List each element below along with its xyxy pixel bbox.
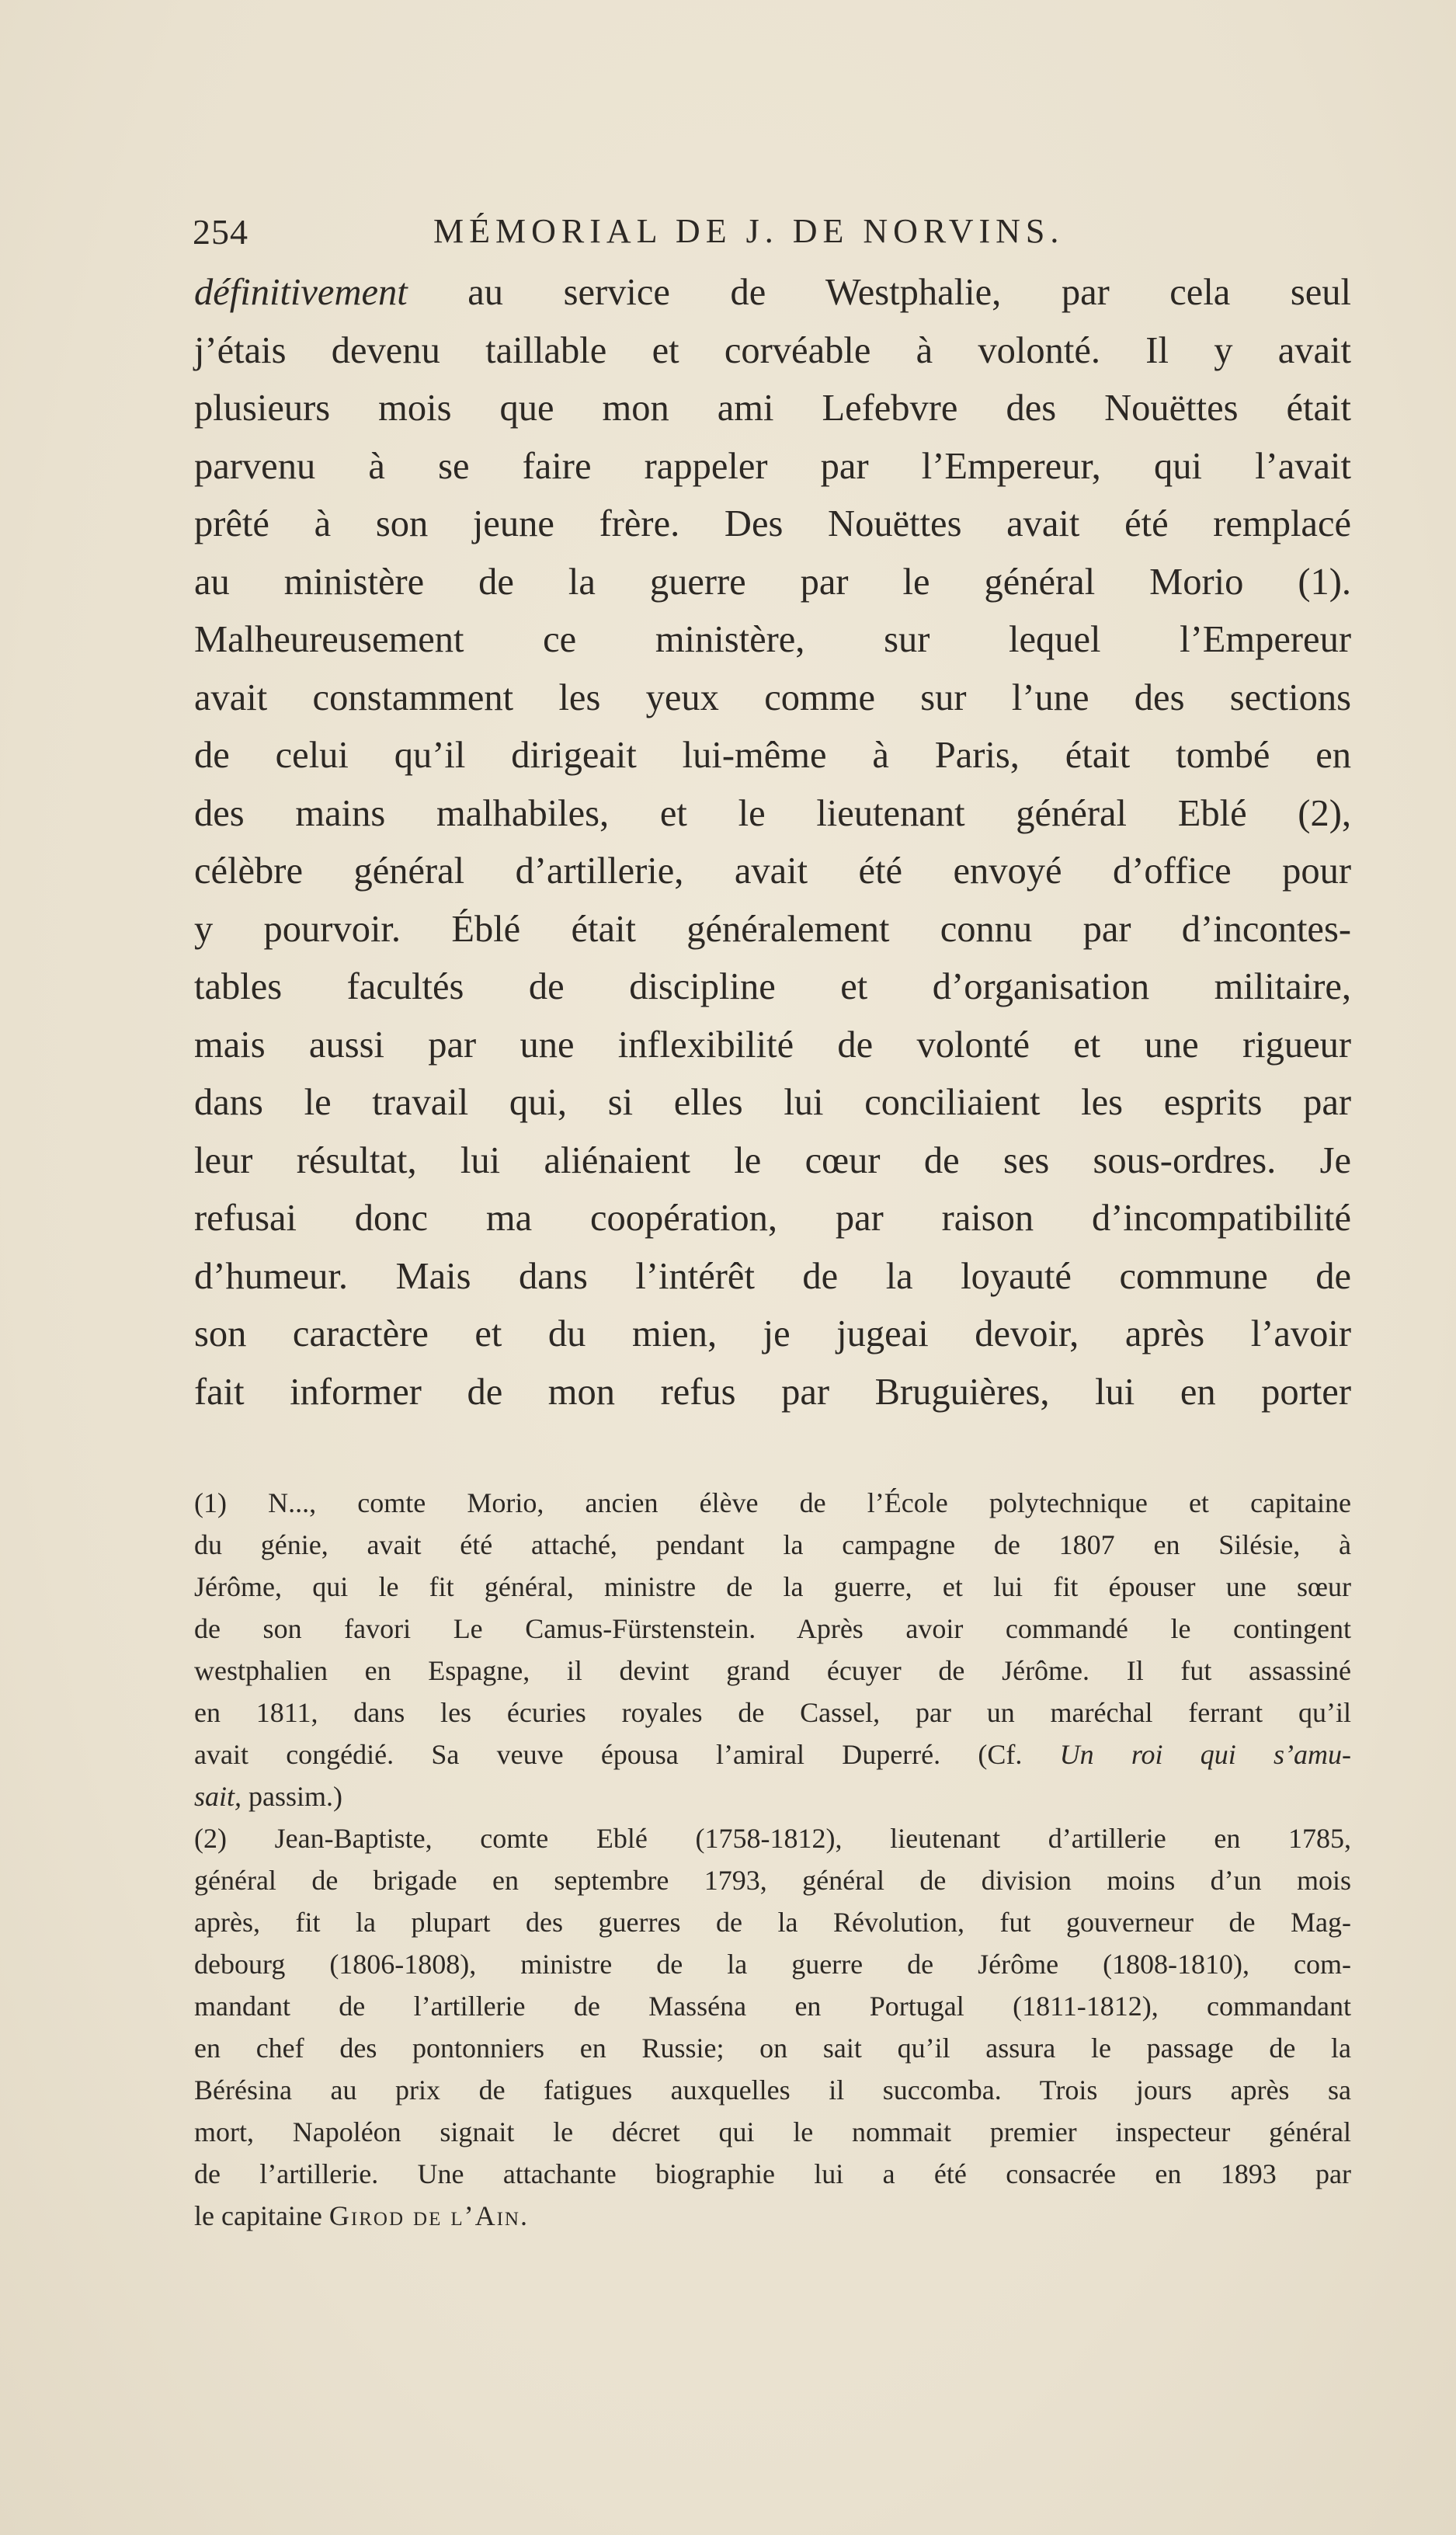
footnote-2 <box>194 1817 1351 2237</box>
footnote-1 <box>194 1482 1351 1817</box>
text-line: y pourvoir. Éblé était généralement connu par d’incontes- <box>194 908 1351 950</box>
text-line: d’humeur. Mais dans l’intérêt de la loyauté commune de <box>194 1255 1351 1297</box>
footnote-line: de son favori Le Camus-Fürstenstein. Après avoir commandé le contingent <box>194 1613 1351 1644</box>
footnote-line <box>194 2195 1351 2237</box>
text-line: des mains malhabiles, et le lieutenant général Eblé (2), <box>194 792 1351 834</box>
text-line: avait constamment les yeux comme sur l’une des sections <box>194 676 1351 718</box>
footnote-line: mort, Napoléon signait le décret qui le nommait premier inspecteur général <box>194 2116 1351 2147</box>
text-line: célèbre général d’artillerie, avait été envoyé d’office pour <box>194 850 1351 892</box>
italic-word: définitivement <box>194 272 408 313</box>
text-line: parvenu à se faire rappeler par l’Empereur, qui l’avait <box>194 445 1351 487</box>
footnote-line <box>194 1775 1351 1817</box>
text-line: refusai donc ma coopération, par raison d’incompatibilité <box>194 1198 1351 1239</box>
footnotes <box>194 1482 1351 2237</box>
footnote-line: (1) N..., comte Morio, ancien élève de l’École polytechnique et capitaine <box>194 1487 1351 1518</box>
footnote-line: après, fit la plupart des guerres de la Révolution, fut gouverneur de Mag- <box>194 1907 1351 1938</box>
text-line: son caractère et du mien, je jugeai devoir, après l’avoir <box>194 1313 1351 1354</box>
text-line: leur résultat, lui aliénaient le cœur de ses sous-ordres. Je <box>194 1139 1351 1181</box>
footnote-line: (2) Jean-Baptiste, comte Eblé (1758-1812), lieutenant d’artillerie en 1785, <box>194 1823 1351 1854</box>
text-line: mais aussi par une inflexibilité de volonté et une rigueur <box>194 1024 1351 1066</box>
text-line: de celui qu’il dirigeait lui-même à Paris, était tombé en <box>194 735 1351 776</box>
footnote-line: général de brigade en septembre 1793, général de division moins d’un mois <box>194 1865 1351 1896</box>
text-line: tables facultés de discipline et d’organisation militaire, <box>194 966 1351 1007</box>
footnote-text: passim.) <box>242 1781 343 1812</box>
footnote-line: debourg (1806-1808), ministre de la guerre de Jérôme (1808-1810), com- <box>194 1949 1351 1980</box>
page-header <box>193 211 1121 258</box>
text-line: prêté à son jeune frère. Des Nouëttes avait été remplacé <box>194 503 1351 544</box>
footnote-italic: sait, <box>194 1781 242 1812</box>
footnote-line <box>194 1733 1351 1775</box>
footnote-line: Bérésina au prix de fatigues auxquelles il succomba. Trois jours après sa <box>194 2074 1351 2106</box>
text-line: plusieurs mois que mon ami Lefebvre des Nouëttes était <box>194 388 1351 429</box>
page-number: 254 <box>193 212 248 252</box>
main-text <box>194 264 1351 1421</box>
text-line: j’étais devenu taillable et corvéable à volonté. Il y avait <box>194 329 1351 371</box>
footnote-text: le capitaine <box>194 2200 329 2231</box>
footnote-line: en chef des pontonniers en Russie; on sait qu’il assura le passage de la <box>194 2033 1351 2064</box>
author-name: Girod de l’Ain. <box>328 2200 529 2231</box>
text-line <box>194 264 1351 322</box>
text-line: fait informer de mon refus par Bruguières, lui en porter <box>194 1371 1351 1413</box>
footnote-text: avait congédié. Sa veuve épousa l’amiral Duperré. (Cf. <box>194 1739 1060 1770</box>
footnote-line: en 1811, dans les écuries royales de Cassel, par un maréchal ferrant qu’il <box>194 1697 1351 1728</box>
text-line: Malheureusement ce ministère, sur lequel l’Empereur <box>194 619 1351 660</box>
footnote-line: Jérôme, qui le fit général, ministre de la guerre, et lui fit épouser une sœur <box>194 1571 1351 1602</box>
text-line: au ministère de la guerre par le général Morio (1). <box>194 561 1351 603</box>
footnote-line: du génie, avait été attaché, pendant la campagne de 1807 en Silésie, à <box>194 1529 1351 1560</box>
footnote-line: de l’artillerie. Une attachante biographie lui a été consacrée en 1893 par <box>194 2158 1351 2189</box>
footnote-line: westphalien en Espagne, il devint grand écuyer de Jérôme. Il fut assassiné <box>194 1655 1351 1686</box>
text-line: dans le travail qui, si elles lui conciliaient les esprits par <box>194 1082 1351 1123</box>
running-title: MÉMORIAL DE J. DE NORVINS. <box>433 212 1065 250</box>
footnote-italic: Un roi qui s’amu- <box>1059 1739 1351 1770</box>
line-rest: au service de Westphalie, par cela seul <box>407 272 1351 313</box>
footnote-line: mandant de l’artillerie de Masséna en Portugal (1811-1812), commandant <box>194 1991 1351 2022</box>
